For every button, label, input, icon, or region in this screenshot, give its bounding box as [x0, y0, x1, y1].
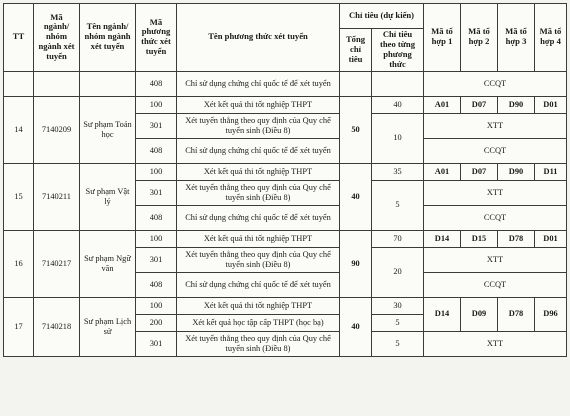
- header-total-quota: Tổng chỉ tiêu: [340, 29, 372, 72]
- cell-combo-ccqt: CCQT: [424, 71, 567, 96]
- cell-tt: 17: [4, 297, 34, 356]
- cell-combo-4: D96: [535, 297, 567, 331]
- header-combo-3: Mã tổ hợp 3: [498, 4, 535, 72]
- cell-method-name: Chỉ sử dụng chứng chỉ quốc tế để xét tuyển: [177, 71, 340, 96]
- cell-major-name: Sư phạm Vật lý: [80, 163, 136, 230]
- cell-method-name: Xét tuyển thẳng theo quy định của Quy chế tuyển sinh (Điều 8): [177, 331, 340, 356]
- cell-combo-1: A01: [424, 163, 461, 180]
- cell-method-code: 100: [136, 297, 177, 314]
- cell-major-code: 7140218: [34, 297, 80, 356]
- table-row: [4, 163, 567, 180]
- cell-major-code: [34, 71, 80, 96]
- header-combo-1: Mã tổ hợp 1: [424, 4, 461, 72]
- cell-method-code: 408: [136, 138, 177, 163]
- header-major-name: Tên ngành/ nhóm ngành xét tuyển: [80, 4, 136, 72]
- cell-method-code: 301: [136, 113, 177, 138]
- cell-method-quota: 5: [372, 180, 424, 230]
- cell-combo-3: D78: [498, 297, 535, 331]
- cell-method-quota: [372, 71, 424, 96]
- cell-method-code: 100: [136, 163, 177, 180]
- cell-method-quota: 20: [372, 247, 424, 297]
- cell-method-name: Xét kết quả thi tốt nghiệp THPT: [177, 163, 340, 180]
- cell-combo-2: D07: [461, 163, 498, 180]
- header-method-name: Tên phương thức xét tuyển: [177, 4, 340, 72]
- cell-major-code: 7140211: [34, 163, 80, 230]
- cell-method-name: Xét kết quả thi tốt nghiệp THPT: [177, 96, 340, 113]
- cell-method-name: Xét tuyển thẳng theo quy định của Quy chế tuyển sinh (Điều 8): [177, 113, 340, 138]
- cell-major-code: 7140217: [34, 230, 80, 297]
- cell-combo-3: D90: [498, 96, 535, 113]
- cell-method-name: Xét kết quả thi tốt nghiệp THPT: [177, 230, 340, 247]
- cell-major-name: Sư phạm Lịch sử: [80, 297, 136, 356]
- cell-method-code: 408: [136, 205, 177, 230]
- header-combo-4: Mã tổ hợp 4: [535, 4, 567, 72]
- cell-combo-xtt: XTT: [424, 331, 567, 356]
- header-major-code: Mã ngành/ nhóm ngành xét tuyển: [34, 4, 80, 72]
- cell-method-code: 301: [136, 247, 177, 272]
- table-row: [4, 96, 567, 113]
- cell-combo-2: D15: [461, 230, 498, 247]
- header-method-code: Mã phương thức xét tuyển: [136, 4, 177, 72]
- cell-combo-ccqt: CCQT: [424, 138, 567, 163]
- cell-method-code: 408: [136, 71, 177, 96]
- cell-combo-xtt: XTT: [424, 113, 567, 138]
- header-combo-2: Mã tổ hợp 2: [461, 4, 498, 72]
- cell-method-quota: 10: [372, 113, 424, 163]
- cell-major-name: [80, 71, 136, 96]
- cell-combo-4: D01: [535, 230, 567, 247]
- cell-major-code: 7140209: [34, 96, 80, 163]
- cell-major-name: Sư phạm Toán học: [80, 96, 136, 163]
- cell-method-code: 408: [136, 272, 177, 297]
- cell-method-name: Chỉ sử dụng chứng chỉ quốc tế để xét tuyển: [177, 272, 340, 297]
- cell-combo-4: D01: [535, 96, 567, 113]
- cell-method-code: 301: [136, 331, 177, 356]
- cell-method-name: Xét tuyển thẳng theo quy định của Quy chế tuyển sinh (Điều 8): [177, 247, 340, 272]
- cell-combo-3: D78: [498, 230, 535, 247]
- cell-method-code: 100: [136, 96, 177, 113]
- cell-combo-1: D14: [424, 230, 461, 247]
- header-quota: Chỉ tiêu (dự kiến): [340, 4, 424, 29]
- cell-major-name: Sư phạm Ngữ văn: [80, 230, 136, 297]
- table-row: [4, 230, 567, 247]
- cell-method-quota: 30: [372, 297, 424, 314]
- cell-total-quota: 40: [340, 163, 372, 230]
- cell-tt: 16: [4, 230, 34, 297]
- cell-combo-3: D90: [498, 163, 535, 180]
- cell-combo-xtt: XTT: [424, 247, 567, 272]
- header-tt: TT: [4, 4, 34, 72]
- cell-total-quota: 90: [340, 230, 372, 297]
- cell-total-quota: [340, 71, 372, 96]
- cell-tt: [4, 71, 34, 96]
- cell-method-name: Chỉ sử dụng chứng chỉ quốc tế để xét tuyển: [177, 205, 340, 230]
- cell-method-code: 200: [136, 314, 177, 331]
- cell-combo-4: D11: [535, 163, 567, 180]
- cell-method-code: 301: [136, 180, 177, 205]
- cell-method-name: Xét kết quả học tập cấp THPT (học bạ): [177, 314, 340, 331]
- cell-combo-xtt: XTT: [424, 180, 567, 205]
- cell-method-quota: 5: [372, 314, 424, 331]
- cell-combo-2: D07: [461, 96, 498, 113]
- cell-combo-ccqt: CCQT: [424, 205, 567, 230]
- cell-method-quota: 40: [372, 96, 424, 113]
- admission-table: [3, 3, 567, 357]
- cell-tt: 14: [4, 96, 34, 163]
- cell-method-code: 100: [136, 230, 177, 247]
- table-row: [4, 297, 567, 314]
- cell-total-quota: 50: [340, 96, 372, 163]
- header-row: [4, 4, 567, 29]
- cell-method-name: Chỉ sử dụng chứng chỉ quốc tế để xét tuyển: [177, 138, 340, 163]
- cell-method-name: Xét tuyển thẳng theo quy định của Quy chế tuyển sinh (Điều 8): [177, 180, 340, 205]
- cell-method-quota: 35: [372, 163, 424, 180]
- cell-combo-ccqt: CCQT: [424, 272, 567, 297]
- cell-tt: 15: [4, 163, 34, 230]
- cell-total-quota: 40: [340, 297, 372, 356]
- cell-combo-1: D14: [424, 297, 461, 331]
- header-method-quota: Chỉ tiêu theo từng phương thức: [372, 29, 424, 72]
- cell-method-name: Xét kết quả thi tốt nghiệp THPT: [177, 297, 340, 314]
- cell-method-quota: 70: [372, 230, 424, 247]
- table-row: [4, 71, 567, 96]
- cell-combo-1: A01: [424, 96, 461, 113]
- cell-method-quota: 5: [372, 331, 424, 356]
- cell-combo-2: D09: [461, 297, 498, 331]
